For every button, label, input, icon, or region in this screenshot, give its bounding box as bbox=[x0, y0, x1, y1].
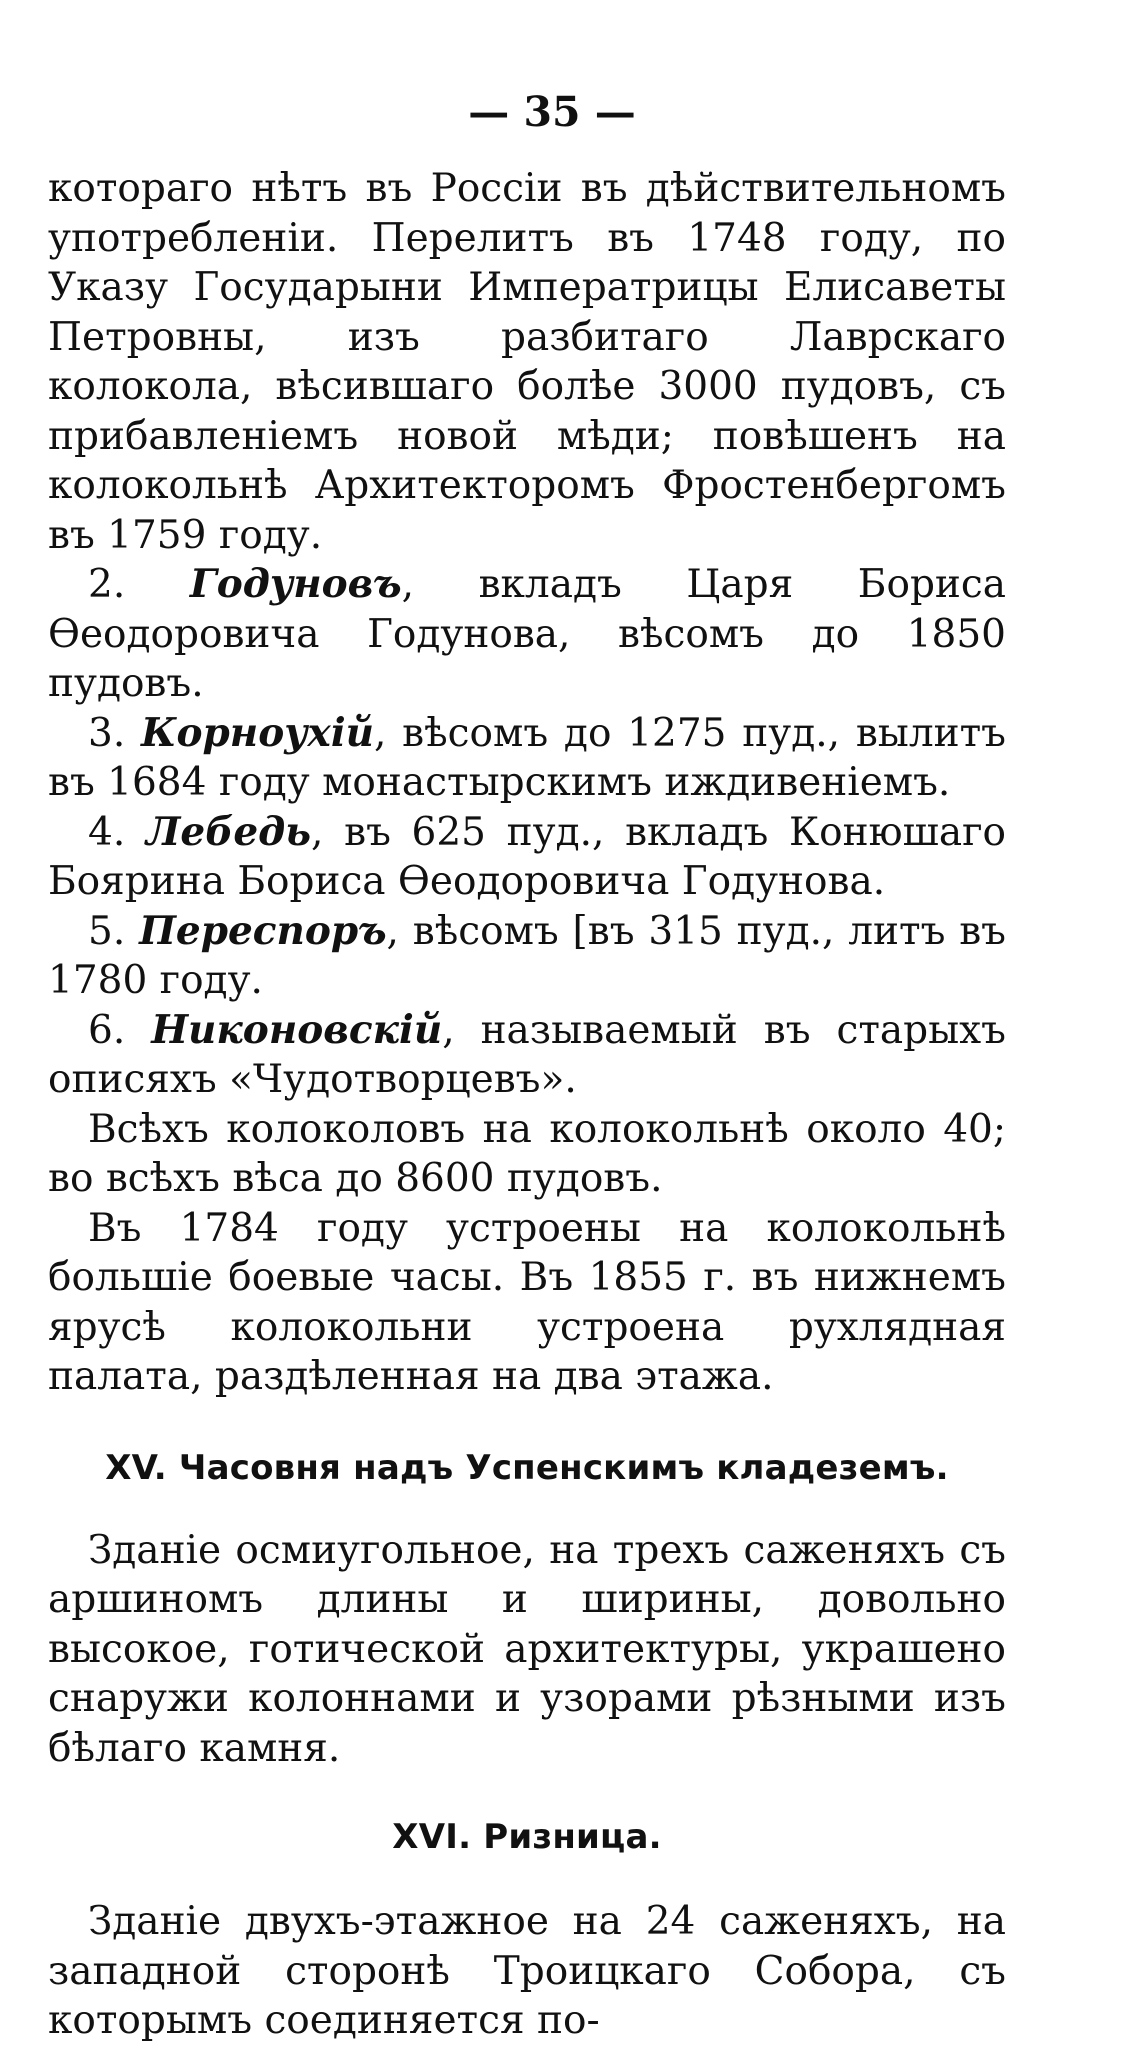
bell-item-4 bbox=[48, 808, 1006, 907]
bell-item-2 bbox=[48, 560, 1006, 709]
bell-description: , вѣсомъ [въ 315 пуд., литъ въ 1780 году. bbox=[48, 908, 1006, 1003]
intro-paragraph: котораго нѣтъ въ Россіи въ дѣйствительномъ употребленіи. Перелитъ въ 1748 году, по Указу Государыни Императрицы Елисаветы Петровны, изъ разбитаго Лаврскаго колокола, вѣсившаго болѣе 3000 пудовъ, съ прибавленіемъ новой мѣди; повѣшенъ на колокольнѣ Архитекторомъ Фростенбергомъ въ 1759 году. bbox=[48, 166, 1006, 558]
bell-item-number: 6. bbox=[88, 1007, 126, 1053]
bell-description: , называемый въ старыхъ описяхъ «Чудотворцевъ». bbox=[48, 1007, 1006, 1102]
section-16-title: XVI. Ризница. bbox=[392, 1817, 662, 1857]
clock-paragraph: Въ 1784 году устроены на колокольнѣ большіе боевые часы. Въ 1855 г. въ нижнемъ ярусѣ колокольни устроена рухлядная палата, раздѣленная на два этажа. bbox=[48, 1205, 1006, 1399]
bell-item-3 bbox=[48, 709, 1006, 808]
section-16-text: Зданіе двухъ-этажное на 24 саженяхъ, на западной сторонѣ Троицкаго Собора, съ которымъ соединяется по- bbox=[48, 1899, 1006, 2043]
bell-item-5 bbox=[48, 907, 1006, 1006]
bell-item-number: 3. bbox=[88, 710, 126, 756]
page-number: — 35 — bbox=[468, 88, 636, 136]
bell-name: Годуновъ bbox=[189, 561, 402, 607]
bell-name: Корноухій bbox=[141, 709, 374, 756]
section-15-title: XV. Часовня надъ Успенскимъ кладеземъ. bbox=[105, 1447, 949, 1488]
bell-item-number: 4. bbox=[88, 809, 126, 855]
bell-name: Лебедь bbox=[145, 808, 312, 855]
main-text bbox=[48, 164, 1006, 2046]
bell-name: Переспоръ bbox=[139, 907, 387, 954]
bell-description: , вкладъ Царя Бориса Ѳеодоровича Годунова, вѣсомъ до 1850 пудовъ. bbox=[48, 562, 1006, 706]
bell-description: , въ 625 пуд., вкладъ Конюшаго Боярина Бориса Ѳеодоровича Годунова. bbox=[48, 809, 1006, 904]
bell-item-number: 5. bbox=[88, 908, 126, 954]
summary-paragraph: Всѣхъ колоколовъ на колокольнѣ около 40; во всѣхъ вѣса до 8600 пудовъ. bbox=[48, 1106, 1006, 1201]
bell-description: , вѣсомъ до 1275 пуд., вылитъ въ 1684 году монастырскимъ иждивеніемъ. bbox=[48, 710, 1006, 805]
bell-item-6 bbox=[48, 1006, 1006, 1105]
bell-name: Никоновскій bbox=[151, 1006, 443, 1053]
bell-item-number: 2. bbox=[88, 562, 126, 607]
section-15-text: Зданіе осмиугольное, на трехъ саженяхъ съ аршиномъ длины и ширины, довольно высокое, готической архитектуры, украшено снаружи колоннами и узорами рѣзными изъ бѣлаго камня. bbox=[48, 1527, 1006, 1771]
